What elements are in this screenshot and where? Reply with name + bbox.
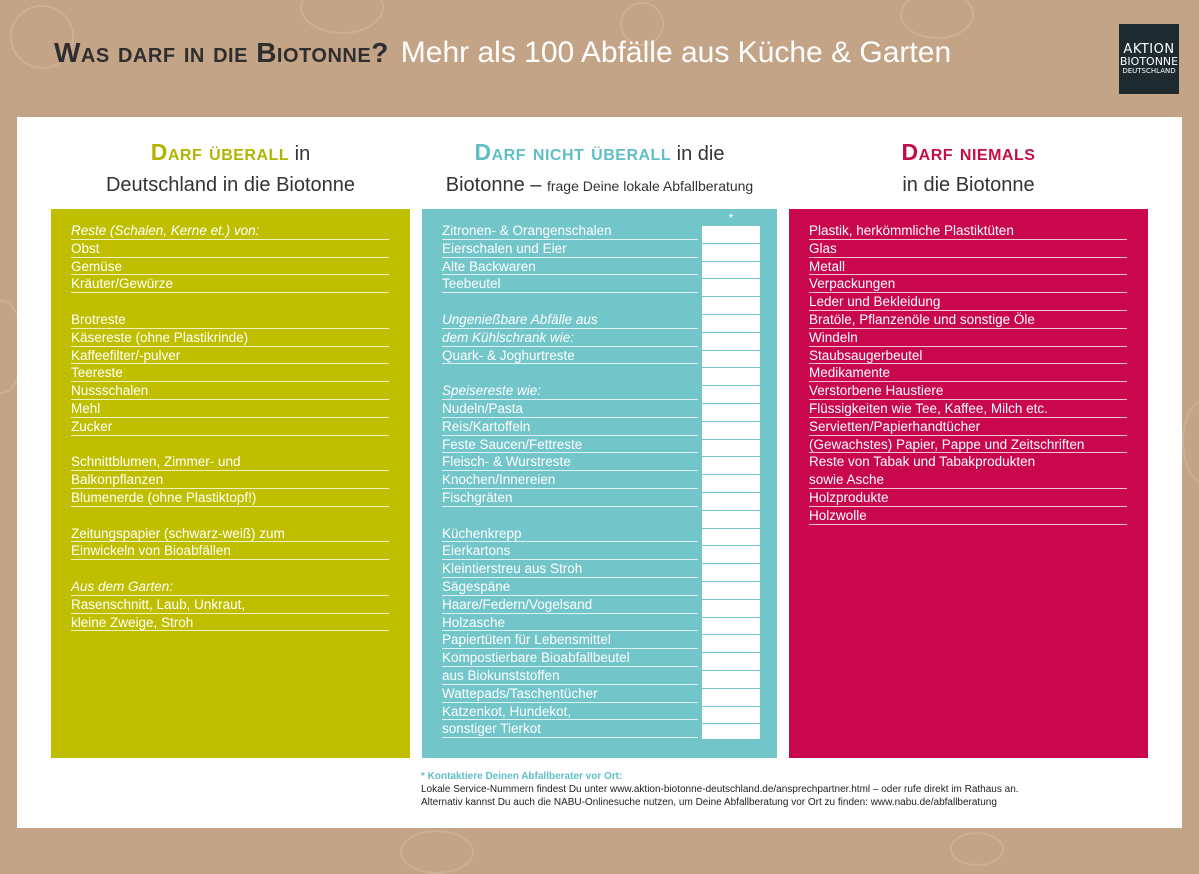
red-list-item: sowie Asche	[809, 471, 1127, 489]
teal-list-item: Eierkartons	[442, 542, 698, 560]
local-check-column	[702, 226, 760, 739]
aktion-biotonne-logo	[1119, 24, 1179, 94]
content-card	[17, 117, 1182, 828]
teal-list-item: Reis/Kartoffeln	[442, 418, 698, 436]
check-cell[interactable]	[702, 262, 760, 280]
green-list-item	[71, 507, 389, 525]
green-list-item: Rasenschnitt, Laub, Unkraut,	[71, 596, 389, 614]
green-list-item: Brotreste	[71, 311, 389, 329]
background-doodle	[1182, 400, 1199, 484]
check-cell[interactable]	[702, 707, 760, 725]
asterisk-marker: *	[728, 211, 734, 225]
check-cell[interactable]	[702, 618, 760, 636]
red-panel	[789, 209, 1148, 758]
check-cell[interactable]	[702, 386, 760, 404]
green-list-item: Einwickeln von Bioabfällen	[71, 542, 389, 560]
teal-list-item	[442, 507, 698, 525]
red-list-item: Verpackungen	[809, 275, 1127, 293]
check-cell[interactable]	[702, 493, 760, 511]
check-cell[interactable]	[702, 564, 760, 582]
check-cell[interactable]	[702, 635, 760, 653]
red-list-item: Flüssigkeiten wie Tee, Kaffee, Milch etc.	[809, 400, 1127, 418]
footnote-line1: Lokale Service-Nummern findest Du unter www.aktion-biotonne-deutschland.de/ansprechpartner.html – oder rufe direkt im Rathaus an.	[421, 784, 1019, 795]
green-list-item: Teereste	[71, 364, 389, 382]
check-cell[interactable]	[702, 689, 760, 707]
green-list-item	[71, 436, 389, 454]
check-cell[interactable]	[702, 368, 760, 386]
teal-list-item: Wattepads/Taschentücher	[442, 685, 698, 703]
green-list-item: Gemüse	[71, 258, 389, 276]
red-list-item: Holzprodukte	[809, 489, 1127, 507]
footnote-line2: Alternativ kannst Du auch die NABU-Onlinesuche nutzen, um Deine Abfallberatung vor Ort zu finden: www.nabu.de/abfallberatung	[421, 797, 997, 808]
title-subtitle: Mehr als 100 Abfälle aus Küche & Garten	[400, 36, 952, 69]
red-list-item: Reste von Tabak und Tabakprodukten	[809, 454, 1036, 470]
green-heading-line2: Deutschland in die Biotonne	[105, 174, 356, 196]
teal-column-heading	[412, 137, 787, 202]
teal-list-item: Küchenkrepp	[442, 525, 698, 543]
check-cell[interactable]	[702, 440, 760, 458]
logo-line3: DEUTSCHLAND	[1122, 66, 1176, 75]
background-doodle	[400, 830, 474, 874]
green-list-item: Reste (Schalen, Kerne et.) von:	[71, 222, 389, 240]
check-cell[interactable]	[702, 600, 760, 618]
logo-line2: BIOTONNE	[1119, 55, 1179, 69]
teal-list-item: Sägespäne	[442, 578, 698, 596]
green-heading-highlight: Darf überall	[150, 139, 290, 165]
green-list-item: Kaffeefilter/-pulver	[71, 347, 389, 365]
check-cell[interactable]	[702, 333, 760, 351]
teal-list-item: Fischgräten	[442, 489, 698, 507]
check-cell[interactable]	[702, 244, 760, 262]
check-cell[interactable]	[702, 297, 760, 315]
title-main: Was darf in die Biotonne?	[54, 37, 389, 68]
teal-list-item: Nudeln/Pasta	[442, 400, 698, 418]
green-list-item: Blumenerde (ohne Plastiktopf!)	[71, 489, 389, 507]
teal-list-item: Quark- & Joghurtreste	[442, 347, 698, 365]
teal-item-list	[442, 222, 698, 738]
teal-heading-highlight: Darf nicht überall	[474, 139, 672, 165]
check-cell[interactable]	[702, 511, 760, 529]
background-doodle	[950, 832, 1004, 866]
check-cell[interactable]	[702, 582, 760, 600]
teal-list-item: dem Kühlschrank wie:	[442, 329, 698, 347]
teal-list-item: Eierschalen und Eier	[442, 240, 698, 258]
check-cell[interactable]	[702, 404, 760, 422]
green-list-item: Mehl	[71, 400, 389, 418]
teal-list-item: sonstiger Tierkot	[442, 720, 698, 738]
footnote	[421, 770, 1019, 809]
red-list-item: Servietten/Papierhandtücher	[809, 418, 1127, 436]
green-list-item	[71, 293, 389, 311]
red-list-item: Staubsaugerbeutel	[809, 347, 1127, 365]
red-list-item: Metall	[809, 258, 1127, 276]
footnote-heading: * Kontaktiere Deinen Abfallberater vor Ort:	[421, 771, 623, 782]
teal-list-item: Teebeutel	[442, 275, 698, 293]
green-heading-rest: in	[289, 143, 311, 165]
teal-panel	[422, 209, 777, 758]
green-list-item: Käsereste (ohne Plastikrinde)	[71, 329, 389, 347]
red-list-item: Bratöle, Pflanzenöle und sonstige Öle	[809, 311, 1127, 329]
check-cell[interactable]	[702, 671, 760, 689]
green-list-item: Kräuter/Gewürze	[71, 275, 389, 293]
red-item-list	[809, 222, 1127, 525]
check-cell[interactable]	[702, 351, 760, 369]
teal-list-item: Kompostierbare Bioabfallbeutel	[442, 649, 698, 667]
check-cell[interactable]	[702, 475, 760, 493]
green-list-item: kleine Zweige, Stroh	[71, 614, 389, 632]
check-cell[interactable]	[702, 315, 760, 333]
check-cell[interactable]	[702, 422, 760, 440]
green-list-item: Zucker	[71, 418, 389, 436]
check-cell[interactable]	[702, 529, 760, 547]
red-list-item: Verstorbene Haustiere	[809, 382, 1127, 400]
teal-list-item: Alte Backwaren	[442, 258, 698, 276]
teal-list-item: Feste Saucen/Fettreste	[442, 436, 698, 454]
red-heading-highlight: Darf niemals	[901, 139, 1036, 165]
background-doodle	[300, 0, 384, 34]
check-cell[interactable]	[702, 653, 760, 671]
teal-list-item: Ungenießbare Abfälle aus	[442, 311, 698, 329]
teal-list-item: aus Biokunststoffen	[442, 667, 698, 685]
teal-list-item: Katzenkot, Hundekot,	[442, 703, 698, 721]
teal-list-item	[442, 293, 698, 311]
teal-heading-line2: Biotonne –	[445, 174, 547, 196]
check-cell[interactable]	[702, 546, 760, 564]
teal-heading-small: frage Deine lokale Abfallberatung	[546, 178, 754, 194]
green-list-item: Aus dem Garten:	[71, 578, 389, 596]
teal-list-item: Papiertüten für Lebensmittel	[442, 631, 698, 649]
red-list-item: Windeln	[809, 329, 1127, 347]
teal-heading-rest: in die	[671, 143, 725, 165]
red-column-heading	[789, 137, 1148, 201]
teal-list-item	[442, 364, 698, 382]
green-panel	[51, 209, 410, 758]
teal-list-item: Haare/Federn/Vogelsand	[442, 596, 698, 614]
page-title	[54, 36, 1114, 80]
green-column-heading	[51, 137, 410, 201]
teal-list-item: Holzasche	[442, 614, 698, 632]
teal-list-item: Fleisch- & Wurstreste	[442, 453, 698, 471]
green-list-item	[71, 560, 389, 578]
teal-list-item: Kleintierstreu aus Stroh	[442, 560, 698, 578]
green-list-item: Schnittblumen, Zimmer- und	[71, 453, 389, 471]
green-list-item: Zeitungspapier (schwarz-weiß) zum	[71, 525, 389, 543]
teal-list-item: Knochen/Innereien	[442, 471, 698, 489]
red-list-item: (Gewachstes) Papier, Pappe und Zeitschriften	[809, 436, 1127, 454]
check-cell[interactable]	[702, 457, 760, 475]
green-item-list	[71, 222, 389, 631]
background-doodle	[900, 0, 974, 39]
red-heading-line2: in die Biotonne	[902, 174, 1035, 196]
check-cell[interactable]	[702, 279, 760, 297]
red-list-item: Glas	[809, 240, 1127, 258]
red-list-item: Medikamente	[809, 364, 1127, 382]
check-cell[interactable]	[702, 226, 760, 244]
red-list-item: Plastik, herkömmliche Plastiktüten	[809, 222, 1127, 240]
red-list-item: Holzwolle	[809, 507, 1127, 525]
check-cell[interactable]	[702, 724, 760, 742]
teal-list-item: Zitronen- & Orangenschalen	[442, 222, 698, 240]
green-list-item: Balkonpflanzen	[71, 471, 389, 489]
teal-list-item: Speisereste wie:	[442, 382, 698, 400]
green-list-item: Obst	[71, 240, 389, 258]
green-list-item: Nussschalen	[71, 382, 389, 400]
red-list-item: Leder und Bekleidung	[809, 293, 1127, 311]
logo-line1: AKTION	[1123, 41, 1175, 57]
